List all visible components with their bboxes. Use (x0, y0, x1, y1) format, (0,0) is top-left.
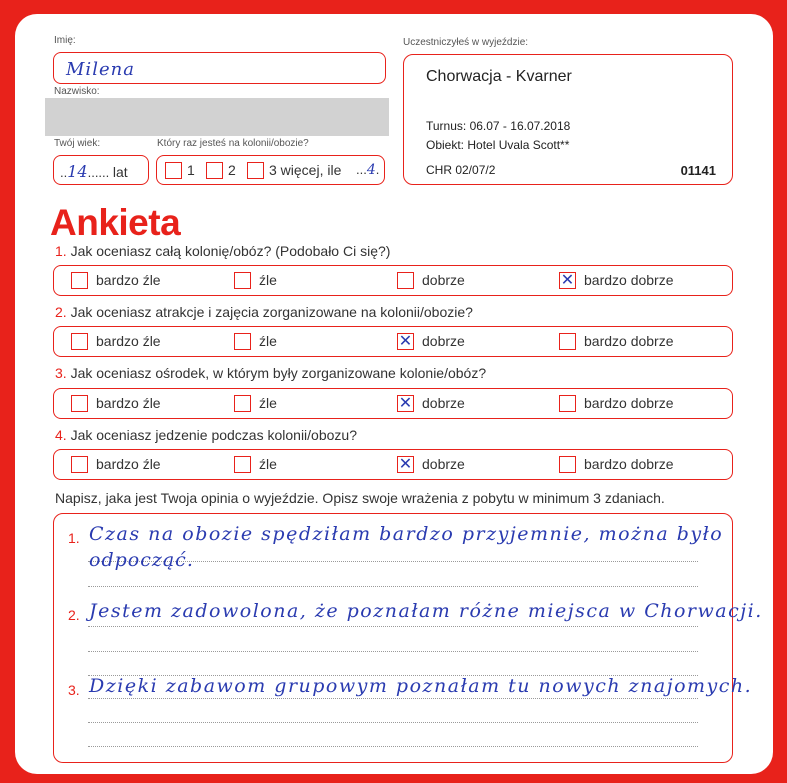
question-4-number: 4. (55, 427, 67, 443)
times-dots-pre: ... (356, 162, 367, 177)
q1-option-bardzo-dobrze: bardzo dobrze (584, 272, 674, 288)
times-checkbox-1[interactable] (165, 162, 182, 179)
age-label: Twój wiek: (54, 138, 101, 149)
q4-option-bardzo-dobrze: bardzo dobrze (584, 456, 674, 472)
times-option-1: 1 (187, 162, 195, 178)
line-rule (88, 722, 698, 723)
q3-option-zle: źle (259, 395, 277, 411)
q3-option-bardzo-zle: bardzo źle (96, 395, 161, 411)
q4-option-dobrze: dobrze (422, 456, 465, 472)
last-name-redacted (45, 98, 389, 136)
q2-checkbox-bardzo-dobrze[interactable] (559, 333, 576, 350)
question-1-number: 1. (55, 243, 67, 259)
q1-checkbox-bardzo-zle[interactable] (71, 272, 88, 289)
question-3-options (53, 388, 733, 419)
q3-option-bardzo-dobrze: bardzo dobrze (584, 395, 674, 411)
q4-checkbox-dobrze[interactable]: ✕ (398, 454, 413, 473)
answer-2-number: 2. (68, 607, 80, 623)
question-4-label: Jak oceniasz jedzenie podczas kolonii/obozu? (70, 427, 357, 443)
q2-option-zle: źle (259, 333, 277, 349)
question-2-options (53, 326, 733, 357)
question-2-label: Jak oceniasz atrakcje i zajęcia zorganizowane na kolonii/obozie? (70, 304, 473, 320)
question-2-number: 2. (55, 304, 67, 320)
q4-checkbox-bardzo-zle[interactable] (71, 456, 88, 473)
last-name-label: Nazwisko: (54, 86, 100, 97)
times-field (156, 155, 385, 185)
times-label: Który raz jesteś na kolonii/obozie? (157, 138, 309, 149)
times-option-3-label: 3 więcej, ile (269, 162, 342, 178)
answer-1-number: 1. (68, 530, 80, 546)
q1-checkbox-bardzo-dobrze[interactable]: ✕ (560, 270, 575, 289)
first-name-label: Imię: (54, 35, 76, 46)
trip-info-box (403, 54, 733, 185)
times-count: 4 (366, 162, 376, 178)
first-name-value: Milena (66, 59, 135, 80)
q2-option-bardzo-dobrze: bardzo dobrze (584, 333, 674, 349)
q1-option-dobrze: dobrze (422, 272, 465, 288)
line-rule (88, 746, 698, 747)
q1-checkbox-zle[interactable] (234, 272, 251, 289)
line-rule (88, 626, 698, 627)
question-4-text (55, 427, 357, 443)
line-rule (88, 586, 698, 587)
question-3-text (55, 365, 486, 381)
answer-3-number: 3. (68, 682, 80, 698)
line-rule (88, 651, 698, 652)
answer-1-line-1: Czas na obozie spędziłam bardzo przyjemnie, można było (89, 523, 724, 545)
opinion-prompt: Napisz, jaka jest Twoja opinia o wyjeździe. Opisz swoje wrażenia z pobytu w minimum 3 zdaniach. (55, 490, 665, 506)
question-4-options (53, 449, 733, 480)
q3-checkbox-bardzo-zle[interactable] (71, 395, 88, 412)
question-3-label: Jak oceniasz ośrodek, w którym były zorganizowane kolonie/obóz? (70, 365, 487, 381)
q2-option-bardzo-zle: bardzo źle (96, 333, 161, 349)
answer-1-line-2: odpocząć. (89, 549, 194, 571)
times-checkbox-3[interactable] (247, 162, 264, 179)
answer-2-line-1: Jestem zadowolona, że poznałam różne miejsca w Chorwacji. (89, 600, 763, 622)
q2-checkbox-dobrze[interactable]: ✕ (398, 331, 413, 350)
trip-code: CHR 02/07/2 (426, 163, 496, 177)
age-dots-pre: .. (60, 165, 68, 180)
question-3-number: 3. (55, 365, 67, 381)
q2-checkbox-bardzo-zle[interactable] (71, 333, 88, 350)
first-name-field[interactable] (53, 52, 386, 84)
trip-destination: Chorwacja - Kvarner (426, 68, 572, 85)
q1-option-zle: źle (259, 272, 277, 288)
q4-option-bardzo-zle: bardzo źle (96, 456, 161, 472)
line-rule (88, 698, 698, 699)
q4-checkbox-zle[interactable] (234, 456, 251, 473)
q3-checkbox-bardzo-dobrze[interactable] (559, 395, 576, 412)
q3-option-dobrze: dobrze (422, 395, 465, 411)
age-unit: lat (112, 164, 128, 180)
survey-sheet (15, 14, 773, 774)
answer-3-line-1: Dzięki zabawom grupowym poznałam tu nowych znajomych. (89, 675, 753, 697)
trip-number: 01141 (680, 163, 716, 178)
q3-checkbox-zle[interactable] (234, 395, 251, 412)
times-option-2: 2 (228, 162, 236, 178)
question-1-label: Jak oceniasz całą kolonię/obóz? (Podobało Ci się?) (70, 243, 391, 259)
q4-option-zle: źle (259, 456, 277, 472)
age-value: 14 (67, 162, 88, 181)
q1-option-bardzo-zle: bardzo źle (96, 272, 161, 288)
trip-turnus: Turnus: 06.07 - 16.07.2018 (426, 119, 571, 133)
times-checkbox-2[interactable] (206, 162, 223, 179)
q4-checkbox-bardzo-dobrze[interactable] (559, 456, 576, 473)
question-1-text (55, 243, 390, 259)
times-dots-post: . (375, 162, 380, 177)
q1-checkbox-dobrze[interactable] (397, 272, 414, 289)
question-1-options (53, 265, 733, 296)
age-field[interactable] (53, 155, 149, 185)
trip-label: Uczestniczyłeś w wyjeździe: (403, 37, 529, 48)
survey-title: Ankieta (50, 202, 181, 243)
q2-option-dobrze: dobrze (422, 333, 465, 349)
trip-object: Obiekt: Hotel Uvala Scott** (426, 138, 570, 152)
q2-checkbox-zle[interactable] (234, 333, 251, 350)
question-2-text (55, 304, 473, 320)
age-dots-post: ...... (87, 165, 110, 180)
q3-checkbox-dobrze[interactable]: ✕ (398, 393, 413, 412)
